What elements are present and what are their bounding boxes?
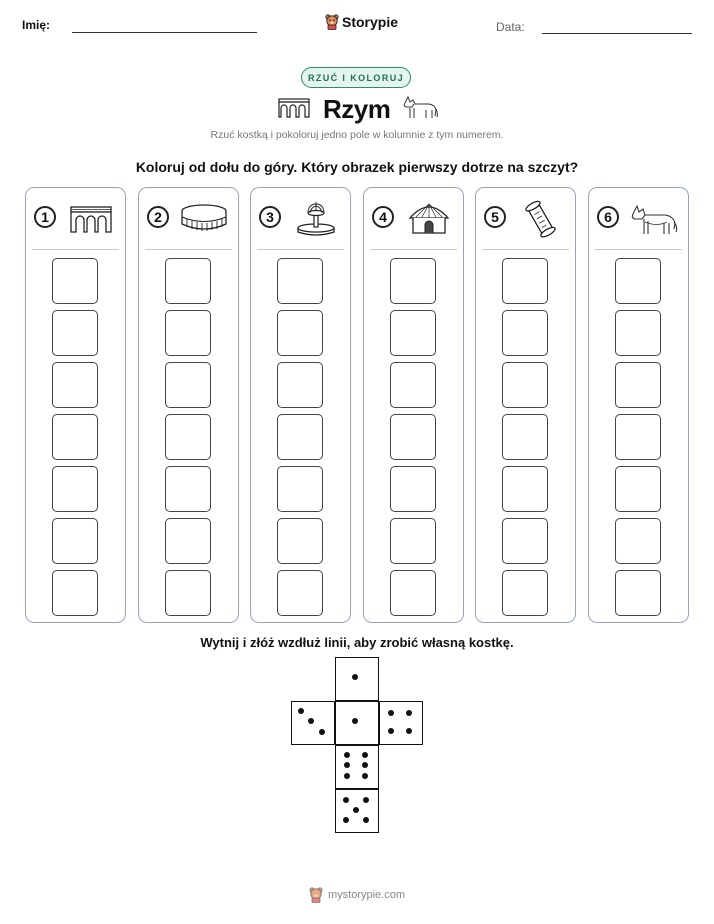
coloring-cell[interactable] [502, 518, 548, 564]
die-pip [308, 718, 314, 724]
column-2 [138, 187, 239, 623]
column-number: 4 [372, 206, 394, 228]
die-pip [362, 762, 368, 768]
die-face-1-center[interactable] [335, 701, 379, 745]
wolf-icon [402, 94, 438, 120]
coloring-cell[interactable] [52, 466, 98, 512]
coloring-cell[interactable] [165, 310, 211, 356]
coloring-cell[interactable] [502, 310, 548, 356]
page-title: Rzym [323, 94, 391, 124]
date-line[interactable] [542, 33, 692, 34]
coloring-cell[interactable] [390, 414, 436, 460]
die-instruction: Wytnij i złóż wzdłuż linii, aby zrobić własną kostkę. [200, 635, 514, 650]
column-6 [588, 187, 689, 623]
column-number: 2 [147, 206, 169, 228]
coloring-cell[interactable] [502, 570, 548, 616]
coloring-cell[interactable] [615, 362, 661, 408]
coloring-cell[interactable] [277, 518, 323, 564]
column-4 [363, 187, 464, 623]
coloring-cell[interactable] [277, 570, 323, 616]
instruction: Koloruj od dołu do góry. Który obrazek pierwszy dotrze na szczyt? [135, 159, 579, 175]
scroll-icon [516, 198, 566, 238]
hut-icon [404, 198, 454, 238]
coloring-cell[interactable] [52, 258, 98, 304]
coloring-cell[interactable] [52, 362, 98, 408]
die-face-4[interactable] [379, 701, 423, 745]
coloring-cell[interactable] [165, 414, 211, 460]
die-pip [344, 773, 350, 779]
column-5 [475, 187, 576, 623]
column-3 [250, 187, 351, 623]
die-pip [406, 710, 412, 716]
column-1 [25, 187, 126, 623]
die-pip [343, 797, 349, 803]
coloring-cell[interactable] [277, 362, 323, 408]
footer-url: mystorypie.com [327, 889, 406, 901]
fountain-icon [291, 198, 341, 238]
coloring-cell[interactable] [615, 258, 661, 304]
coloring-cell[interactable] [165, 258, 211, 304]
die-pip [406, 728, 412, 734]
die-pip [298, 708, 304, 714]
coloring-cell[interactable] [390, 258, 436, 304]
coloring-cell[interactable] [52, 414, 98, 460]
name-line[interactable] [72, 32, 257, 33]
column-number: 3 [259, 206, 281, 228]
die-face-5[interactable] [335, 789, 379, 833]
die-face-3[interactable] [291, 701, 335, 745]
die-pip [319, 729, 325, 735]
date-label: Data: [496, 20, 525, 34]
die-face-6[interactable] [335, 745, 379, 789]
die-pip [388, 710, 394, 716]
coloring-cell[interactable] [390, 362, 436, 408]
die-pip [353, 807, 359, 813]
aqueduct-icon [66, 198, 116, 238]
coloring-cell[interactable] [615, 518, 661, 564]
footer [0, 887, 714, 903]
coloring-cell[interactable] [165, 570, 211, 616]
wolf-icon [629, 198, 679, 238]
coloring-cell[interactable] [165, 466, 211, 512]
coloring-cell[interactable] [502, 414, 548, 460]
coloring-cell[interactable] [502, 258, 548, 304]
coloring-cell[interactable] [390, 310, 436, 356]
colosseum-icon [179, 198, 229, 238]
column-divider [32, 249, 119, 250]
brand-name: Storypie [342, 14, 399, 30]
die-pip [362, 773, 368, 779]
coloring-cell[interactable] [52, 570, 98, 616]
coloring-cell[interactable] [277, 414, 323, 460]
die-pip [343, 817, 349, 823]
coloring-cell[interactable] [277, 466, 323, 512]
coloring-cell[interactable] [615, 414, 661, 460]
die-pip [363, 817, 369, 823]
coloring-cell[interactable] [615, 570, 661, 616]
coloring-cell[interactable] [502, 466, 548, 512]
activity-badge: RZUĆ I KOLORUJ [301, 67, 411, 88]
coloring-cell[interactable] [277, 258, 323, 304]
brand-logo [325, 14, 398, 30]
name-label: Imię: [22, 18, 51, 32]
die-face-1[interactable] [335, 657, 379, 701]
die-pip [352, 674, 358, 680]
column-divider [145, 249, 232, 250]
aqueduct-icon [278, 98, 310, 118]
die-pip [363, 797, 369, 803]
coloring-cell[interactable] [52, 518, 98, 564]
column-divider [482, 249, 569, 250]
die-pip [344, 752, 350, 758]
subtitle: Rzuć kostką i pokoloruj jedno pole w kolumnie z tym numerem. [210, 129, 504, 141]
coloring-cell[interactable] [52, 310, 98, 356]
coloring-cell[interactable] [390, 466, 436, 512]
coloring-cell[interactable] [165, 518, 211, 564]
column-divider [370, 249, 457, 250]
coloring-cell[interactable] [165, 362, 211, 408]
column-divider [257, 249, 344, 250]
coloring-cell[interactable] [277, 310, 323, 356]
bear-icon [325, 14, 339, 30]
coloring-cell[interactable] [390, 570, 436, 616]
coloring-cell[interactable] [390, 518, 436, 564]
bear-icon [309, 887, 323, 903]
die-pip [362, 752, 368, 758]
coloring-cell[interactable] [615, 310, 661, 356]
column-number: 5 [484, 206, 506, 228]
coloring-cell[interactable] [615, 466, 661, 512]
die-pip [352, 718, 358, 724]
column-number: 1 [34, 206, 56, 228]
column-divider [595, 249, 682, 250]
coloring-cell[interactable] [502, 362, 548, 408]
die-pip [344, 762, 350, 768]
die-pip [388, 728, 394, 734]
column-number: 6 [597, 206, 619, 228]
